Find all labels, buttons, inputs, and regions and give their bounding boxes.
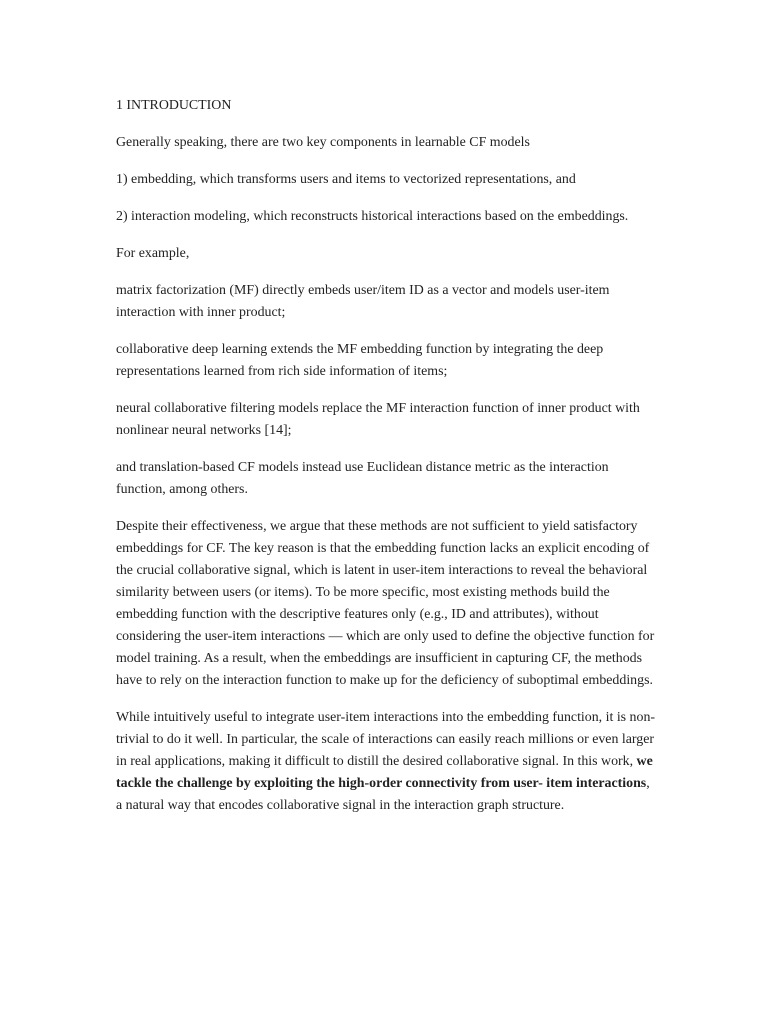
paragraph: matrix factorization (MF) directly embeds user/item ID as a vector and models user-item interaction with inner product; <box>116 283 610 320</box>
paragraph-text: While intuitively useful to integrate user-item interactions into the embedding function, it is non-trivial to do it well. In particular, the scale of interactions can easily reach millions or even larger in real applications, making it difficult to distill the desired collaborative signal. In this work, <box>116 710 656 769</box>
emphasized-text: we tackle the challenge by exploiting the high-order connectivity from user- item interactions <box>116 754 653 791</box>
paragraph: 2) interaction modeling, which reconstructs historical interactions based on the embeddings. <box>116 209 629 224</box>
paragraph-text: , a natural way that encodes collaborative signal in the interaction graph structure. <box>116 776 650 813</box>
paragraph: and translation-based CF models instead use Euclidean distance metric as the interaction function, among others. <box>116 460 609 497</box>
paragraph: For example, <box>116 246 190 261</box>
paragraph: 1) embedding, which transforms users and items to vectorized representations, and <box>116 172 576 187</box>
document-body <box>116 95 656 832</box>
paragraph: Despite their effectiveness, we argue that these methods are not sufficient to yield satisfactory embeddings for CF. The key reason is that the embedding function lacks an explicit encoding of the crucial collaborative signal, which is latent in user-item interactions to reveal the behavioral similarity between users (or items). To be more specific, most existing methods build the embedding function with the descriptive features only (e.g., ID and attributes), without considering the user-item interactions — which are only used to define the objective function for model training. As a result, when the embeddings are insufficient in capturing CF, the methods have to rely on the interaction function to make up for the deficiency of suboptimal embeddings. <box>116 519 655 688</box>
section-heading: 1 INTRODUCTION <box>116 98 232 113</box>
paragraph <box>116 707 656 817</box>
paragraph: Generally speaking, there are two key components in learnable CF models <box>116 135 530 150</box>
paragraph: neural collaborative filtering models replace the MF interaction function of inner product with nonlinear neural networks [14]; <box>116 401 640 438</box>
paragraph: collaborative deep learning extends the MF embedding function by integrating the deep representations learned from rich side information of items; <box>116 342 604 379</box>
